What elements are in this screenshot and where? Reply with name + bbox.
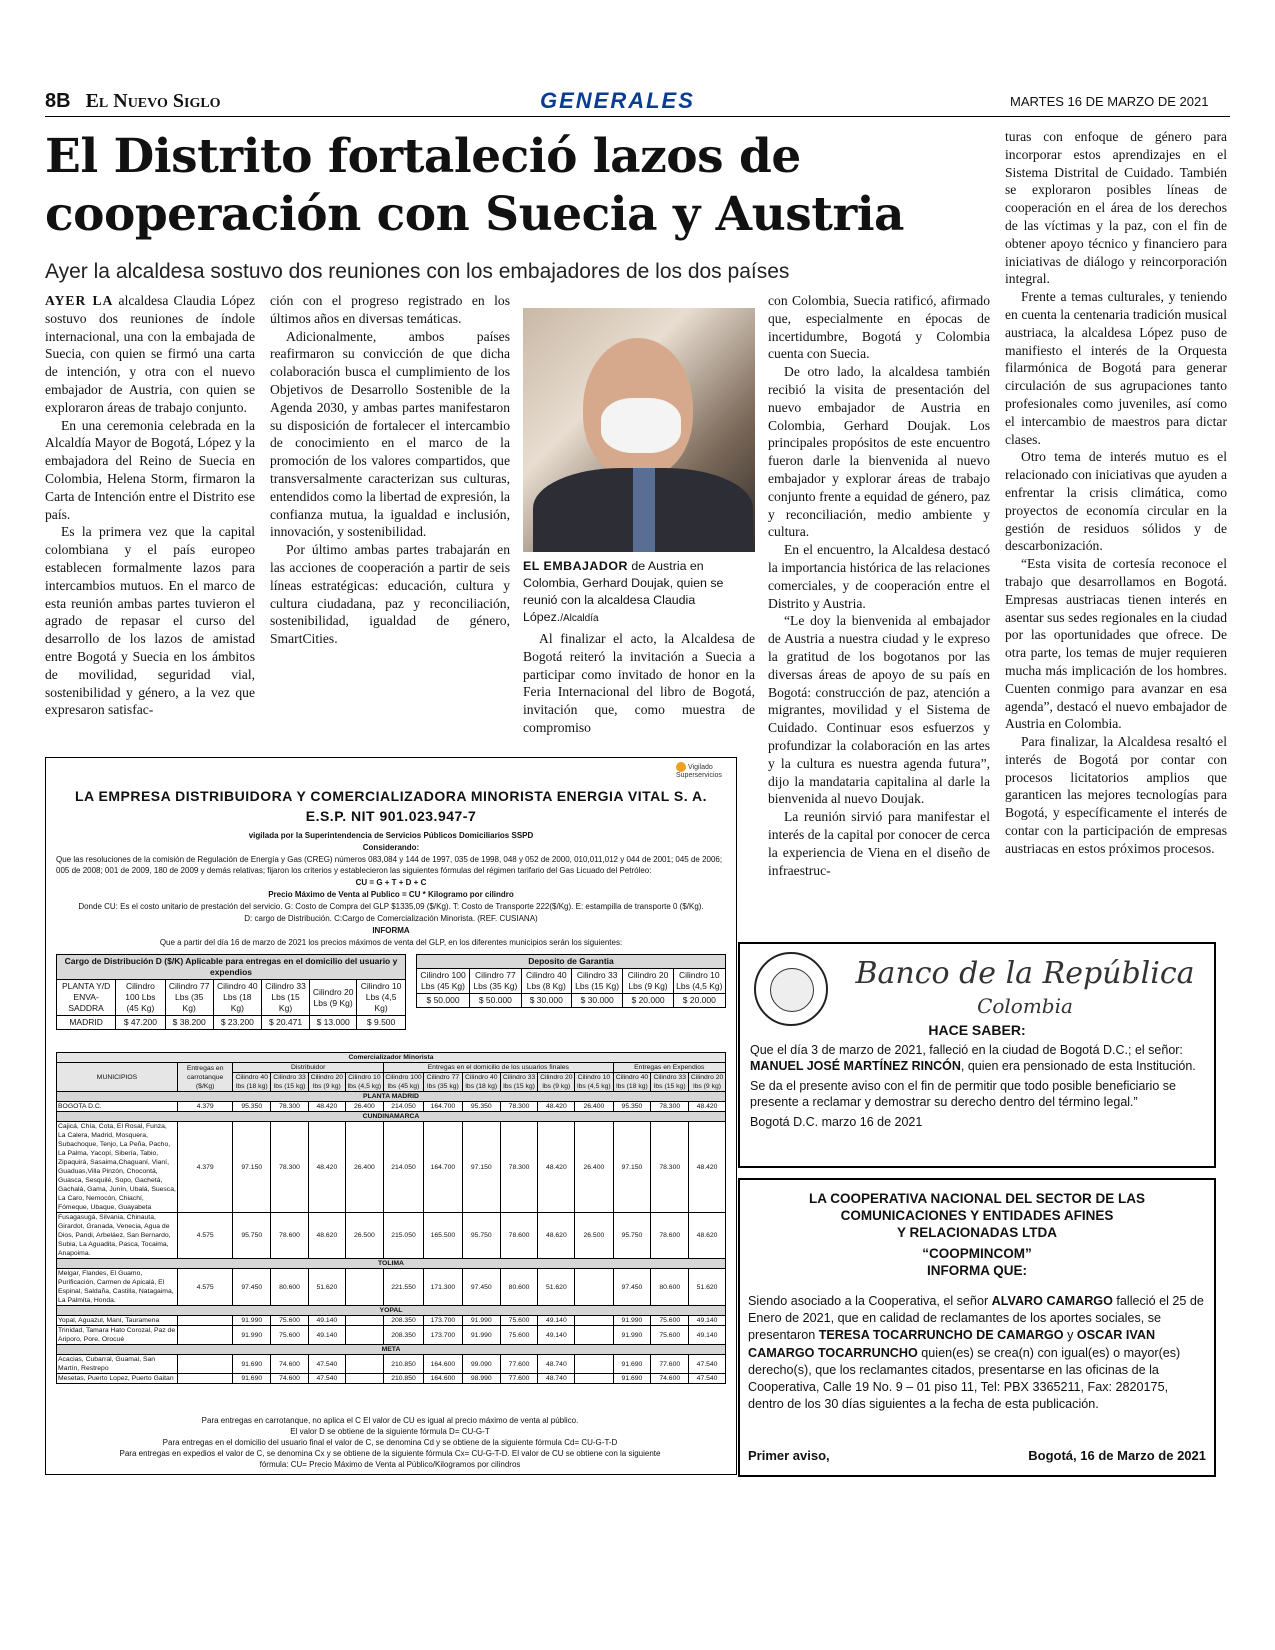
table-cell: 208.350 (384, 1316, 424, 1326)
table-cell: 48.620 (538, 1213, 575, 1259)
municipality-cell: Yopal, Aguazul, Maní, Tauramena (57, 1316, 178, 1326)
table-cell: 95.350 (233, 1102, 271, 1112)
price-table: Comercializador Minorista MUNICIPIOS Entregas en carrotanque ($/Kg) Distribuidor Entregas en el domicilio de los usuarios finales Entregas en Expendios Cilindro 40 lbs (18 kg) Cilindro 33 lbs (15 kg) Cilindro 20 lbs (9 kg) Cilindro 10 lbs (4,5 kg) Cilindro 100 lbs (45 kg) Cilindro 77 lbs (35 kg) Cilindro 40 lbs (18 kg) Cilindro 33 lbs (15 kg) Cilindro 20 lbs (9 kg) Cilindro 10 lbs (4,5 kg) Cilindro 40 lbs (18 kg) Cilindro 33 lbs (15 kg) Cilindro 20 lbs (9 kg) PLANTA MADRID BOGOTA D.C. 4.379 95.350 78.300 48.420 26.400 214.050 164.700 95.350 78.300 48.420 26.400 95.350 78.300 48.420 CUNDINAMARCA Cajicá, Chía, Cota, El Rosal, Funza, La Calera, Madrid, Mosquera, Subachoque, Tenjo, La Peña, Pacho, La Palma, Yacopí, Sibería, Tabio, Zipaquirá, Sasaima,Chaguaní, Vianí, Guaduas,Villa Pinzón, Chocontá, Guasca, Sesquilé, Sopo, Gachetá, Gachalá, Gama, Junín, Ubalá, Suesca, La Caro, Nemocón, Chiachí, Fómeque, Ubaque, Guayabeta 4.379 97.150 78.300 48.420 26.400 214.050 164.700 97.150 78.300 48.420 26.400 97.150 78.300 48.420 Fusagasugá, Silvania, Chinauta, Girardot, Granada, Venecia, Agua de Dios, Pandi, Arbeláez, San Bernardo, Subia, La Aguadita, Pasca, Tocaima, Anapoima. 4.575 95.750 78.600 48.620 26.500 215.050 165.500 95.750 78.600 48.620 26.500 95.750 78.600 48.620 TOLIMA Melgar, Flandes, El Guamo, Purificación, Carmen de Apicalá, El Espinal, Saldaña, Castilla, Natagaima, La Palmita, Honda. 4.575 97.450 80.600 51.620 221.550 171.300 97.450 80.600 51.620 97.450 80.600 51.620 YOPAL Yopal, Aguazul, Maní, Tauramena 91.990 75.600 49.140 208.350 173.700 91.990 75.600 49.140 91.990 75.600 49.140 Trinidad, Tamara Hato Corozal, Paz de Ariporo, Pore, Orocué 91.990 75.600 49.140 208.350 173.700 91.990 75.600 49.140 91.990 75.600 49.140 META Acacias, Cubarral, Guamal, San Martín, Restrepo 91.690 74.600 47.540 210.850 164.600 99.090 77.600 48.740 91.690 77.600 47.540 Mesetas, Puerto Lopez, Puerto Gaitan 91.690 74.600 47.540 210.850 164.600 98.990 77.600 48.740 91.690 74.600 47.540 (56, 1052, 726, 1384)
table-cell: 78.300 (271, 1102, 309, 1112)
table-cell: 74.600 (271, 1374, 309, 1384)
coop-heading: LA COOPERATIVA NACIONAL DEL SECTOR DE LAS COMUNICACIONES Y ENTIDADES AFINES Y RELACIONADAS LTDA “COOPMINCOM” INFORMA QUE: (808, 1191, 1146, 1278)
table-cell: $ 50.000 (470, 994, 522, 1008)
group-name: CUNDINAMARCA (57, 1112, 726, 1122)
article-paragraph: En una ceremonia celebrada en la Alcaldía Mayor de Bogotá, López y la embajadora del Reino de Suecia en Colombia, Helena Storm, firmaron la Carta de Intención entre el Distrito ese país. (45, 417, 255, 522)
article-column-5 (1005, 128, 1227, 858)
article-paragraph: Al finalizar el acto, la Alcaldesa de Bogotá reiteró la invitación a Suecia a participar como invitado de honor en la Feria Internacional del libro de Bogotá, invitación que, como muestra de compromiso (523, 631, 755, 735)
municipality-cell: Trinidad, Tamara Hato Corozal, Paz de Ariporo, Pore, Orocué (57, 1326, 178, 1345)
bank-seal-icon (754, 952, 828, 1026)
table-cell: 48.420 (689, 1102, 726, 1112)
table-cell (575, 1269, 613, 1306)
ambassador-photo (523, 308, 755, 552)
group-name: YOPAL (57, 1306, 726, 1316)
table-cell (575, 1374, 613, 1384)
table-header-cell: Cilindro 20 lbs (9 kg) (308, 1073, 345, 1092)
table-header-cell: Cilindro 40 Lbs (18 Kg) (213, 980, 261, 1016)
table-cell: $ 20.000 (623, 994, 673, 1008)
article-paragraph: Otro tema de interés mutuo es el relacionado con iniciativas que ayuden a enfrentar la crisis climática, como proyectos de economía circular en la gestión de residuos sólidos y de descarbonización. (1005, 449, 1227, 554)
table-cell: 48.420 (538, 1122, 575, 1213)
ad-line: Que a partir del día 16 de marzo de 2021 los precios máximos de venta del GLP, en los diferentes municipios serán los siguientes: (159, 938, 623, 947)
table-cell: 91.990 (613, 1326, 651, 1345)
table-cell (345, 1355, 383, 1374)
energia-vital-ad (45, 757, 737, 1475)
table-cell: 26.500 (575, 1213, 613, 1259)
lead-words: AYER LA (45, 293, 114, 308)
coopmincom-ad (738, 1178, 1216, 1477)
article-paragraph: Para finalizar, la Alcaldesa resaltó el interés de Bogotá por contar con procesos licitatorios amplios que garanticen las mejores tecnologías para Bogotá, y específicamente el interés de contar con la participación de empresas austriacas en estos próximos procesos. (1005, 734, 1227, 856)
table-cell: 99.090 (462, 1355, 500, 1374)
table-cell: 164.700 (423, 1122, 462, 1213)
table-cell: 91.690 (233, 1374, 271, 1384)
table-cell: 49.140 (308, 1326, 345, 1345)
table-cell: $ 20.000 (673, 994, 725, 1008)
table-cell: 95.750 (462, 1213, 500, 1259)
distribution-charge-table: Cargo de Distribución D ($/K) Aplicable para entregas en el domicilio del usuario y expendios PLANTA Y/D ENVA-SADDRA Cilindro 100 Lbs (45 Kg) Cilindro 77 Lbs (35 Kg) Cilindro 40 Lbs (18 Kg) Cilindro 33 Lbs (15 Kg) Cilindro 20 Lbs (9 Kg) Cilindro 10 Lbs (4,5 Kg) MADRID $ 47.200 $ 38.200 $ 23.200 $ 20.471 $ 13.000 $ 9.500 (56, 954, 406, 1030)
ad-line: Que las resoluciones de la comisión de Regulación de Energía y Gas (CREG) números 083,084 y 144 de 1997, 035 de 1998, 048 y 052 de 2000, 010,011,012 y 044 de 2001; 045 de 2006; 005 de 2008; 001 de 2009, 180 de 2009 y demás relativas; fijaron los criterios y establecieron las siguientes fórmulas del régimen tarifario del Gas Licuado del Petróleo: (56, 855, 723, 875)
table-cell: 47.540 (308, 1374, 345, 1384)
table-cell: 75.600 (651, 1326, 689, 1345)
group-name: TOLIMA (57, 1259, 726, 1269)
table-cell: $ 30.000 (571, 994, 623, 1008)
table-group-row (57, 1259, 726, 1269)
table-header-cell: Cilindro 33 Lbs (15 Kg) (571, 969, 623, 994)
table-cell: 48.740 (538, 1355, 575, 1374)
table-cell: $ 47.200 (116, 1016, 165, 1030)
ad-line: INFORMA (372, 926, 410, 935)
table-cell (345, 1374, 383, 1384)
table-header-cell: Cilindro 10 Lbs (4,5 Kg) (673, 969, 725, 994)
table-cell: $ 23.200 (213, 1016, 261, 1030)
table-cell: $ 30.000 (521, 994, 571, 1008)
table-cell: 97.450 (462, 1269, 500, 1306)
table-row (57, 1374, 726, 1384)
table-cell: $ 38.200 (165, 1016, 213, 1030)
municipality-cell: Melgar, Flandes, El Guamo, Purificación, Carmen de Apicalá, El Espinal, Saldaña, Castilla, Natagaima, La Palmita, Honda. (57, 1269, 178, 1306)
table-cell: 78.600 (271, 1213, 309, 1259)
article-paragraph: ción con el progreso registrado en los últimos años en diversas temáticas. (270, 293, 510, 326)
table-cell: 91.990 (462, 1316, 500, 1326)
issue-date: MARTES 16 DE MARZO DE 2021 (1010, 94, 1209, 109)
table-header-cell: Cilindro 33 lbs (15 kg) (500, 1073, 538, 1092)
table-header-cell: Cilindro 40 Lbs (8 Kg) (521, 969, 571, 994)
article-paragraph: turas con enfoque de género para incorporar estos aprendizajes en el Sistema Distrital de Cuidado. También se exploraron posibles líneas de cooperación en el área de los derechos de las víctimas y la paz, con el fin de obtener apoyo técnico y financiero para iniciativas de diálogo y reincorporación integral. (1005, 129, 1227, 287)
table-cell: 49.140 (689, 1316, 726, 1326)
table-row (57, 1213, 726, 1259)
table-header-cell: Cilindro 100 Lbs (45 Kg) (417, 969, 470, 994)
coop-date: Bogotá, 16 de Marzo de 2021 (1028, 1448, 1206, 1463)
table-header-cell: Cilindro 100 lbs (45 kg) (385, 1074, 422, 1090)
table-header-cell: Cilindro 20 lbs (9 kg) (689, 1073, 726, 1092)
article-column-3 (523, 630, 755, 737)
group-name: META (57, 1345, 726, 1355)
banco-republica-ad (738, 942, 1216, 1168)
table-cell: 164.600 (423, 1374, 462, 1384)
bank-country: Colombia (977, 994, 1073, 1018)
article-paragraph: Adicionalmente, ambos países reafirmaron su convicción de que dicha colaboración busca el cumplimiento de los Objetivos de Desarrollo Sostenible de la Agenda 2030, y ambas partes manifestaron su disposición de fortalecer el intercambio de conocimiento en el marco de la promoción de los valores compartidos, que transversalmente caracterizan sus culturas, entendidos como la libertad de expresión, la confianza mutua, la igualdad e inclusión, innovación, y sostenibilidad. (270, 328, 510, 540)
table-row (57, 1326, 726, 1345)
table-cell: 75.600 (651, 1316, 689, 1326)
table-cell: 91.990 (613, 1316, 651, 1326)
table-header-cell: Cilindro 40 lbs (18 kg) (462, 1073, 500, 1092)
table-row (57, 1316, 726, 1326)
table-cell: 173.700 (423, 1326, 462, 1345)
table-cell: 26.400 (345, 1122, 383, 1213)
photo-caption: EL EMBAJADOR de Austria en Colombia, Gerhard Doujak, quien se reunió con la alcaldesa Claudia López./Alcaldía (523, 559, 724, 624)
table-cell: 75.600 (500, 1326, 538, 1345)
table-cell: $ 20.471 (261, 1016, 309, 1030)
table-cell: $ 13.000 (310, 1016, 357, 1030)
table-cell: 171.300 (423, 1269, 462, 1306)
table-cell: 75.600 (500, 1316, 538, 1326)
table-header-cell: Cilindro 20 Lbs (9 Kg) (623, 969, 673, 994)
table-row (57, 1102, 726, 1112)
ad-nit: E.S.P. NIT 901.023.947-7 (305, 808, 477, 824)
ad-title: LA EMPRESA DISTRIBUIDORA Y COMERCIALIZADORA MINORISTA ENERGIA VITAL S. A. (74, 788, 708, 804)
table-group-row (57, 1112, 726, 1122)
table-cell: 80.600 (271, 1269, 309, 1306)
table-header-cell: Cilindro 40 lbs (18 kg) (233, 1073, 271, 1092)
table-header-cell: Cilindro 33 Lbs (15 Kg) (261, 980, 309, 1016)
table-cell: 75.600 (271, 1326, 309, 1345)
table-cell: 26.400 (575, 1102, 613, 1112)
table-cell: 98.990 (462, 1374, 500, 1384)
table-row (57, 1269, 726, 1306)
table-cell: 221.550 (384, 1269, 424, 1306)
table-cell: 95.350 (613, 1102, 651, 1112)
article-title: El Distrito fortaleció lazos de cooperación con Suecia y Austria (45, 129, 905, 242)
table-cell: 214.050 (384, 1122, 424, 1213)
table-cell: 208.350 (384, 1326, 424, 1345)
article-paragraph: Es la primera vez que la capital colombiana y el país europeo establecen formalmente lazos para intercambios mutuos. En el marco de esta reunión ambas partes tuvieron el agrado de repasar el curso del desarrollo de los lazos de amistad entre Bogotá y Suecia en los ámbitos de movilidad, seguridad vial, sostenibilidad y género, a la vez que expresaron satisfac- (45, 524, 255, 718)
table-cell: 91.690 (613, 1374, 651, 1384)
table-cell: 78.300 (651, 1102, 689, 1112)
table-cell: 47.540 (689, 1374, 726, 1384)
table-cell (178, 1355, 233, 1374)
table-row (57, 1355, 726, 1374)
table-cell: 80.600 (500, 1269, 538, 1306)
table-header-cell: Cilindro 77 lbs (35 kg) (423, 1073, 462, 1092)
table-cell (345, 1326, 383, 1345)
table-cell (575, 1316, 613, 1326)
coop-first-notice: Primer aviso, (748, 1448, 830, 1463)
article-column-4 (768, 292, 990, 879)
ad-line: Considerando: (362, 843, 420, 852)
table-cell (345, 1269, 383, 1306)
table-cell: 78.300 (271, 1122, 309, 1213)
table-header-cell: Cilindro 40 lbs (18 kg) (613, 1073, 651, 1092)
ad-line: vigilada por la Superintendencia de Servicios Públicos Domiciliarios SSPD (248, 831, 534, 840)
table-cell: $ 9.500 (357, 1016, 406, 1030)
table-cell: 97.150 (233, 1122, 271, 1213)
table-cell: 77.600 (651, 1355, 689, 1374)
table-cell: 97.450 (613, 1269, 651, 1306)
article-paragraph: “Le doy la bienvenida al embajador de Austria a nuestra ciudad y le expreso la gratitud de los bogotanos por las diversas áreas de apoyo de su país en Bogotá: construcción de paz, atención a migrantes, movilidad y el Sistema de Cuidado. Continuar esos esfuerzos y profundizar la colaboración en las artes y la cultura es nuestra agenda futura”, dijo la mandataria capitalina al darle la bienvenida al nuevo Doujak. (768, 613, 990, 807)
table-header-cell: Cilindro 20 Lbs (9 Kg) (310, 980, 357, 1016)
table-cell: 4.575 (178, 1213, 233, 1259)
article-paragraph: Frente a temas culturales, y teniendo en cuenta la centenaria tradición musical austriaca, la alcaldesa López puso de manifiesto el interés de la Orquesta filarmónica de Bogotá para generar circulación de sus agrupaciones tanto profesionales como juveniles, así como el intercambio de maestros para dictar clases. (1005, 289, 1227, 447)
table-cell: 78.300 (500, 1122, 538, 1213)
table-cell: 49.140 (689, 1326, 726, 1345)
table-cell: 48.620 (308, 1213, 345, 1259)
article-paragraph: Por último ambas partes trabajarán en las acciones de cooperación a partir de seis líneas estratégicas: educación, cultura y cultura ciudadana, paz y reconciliación, sostenibilidad, igualdad de género, SmartCities. (270, 542, 510, 647)
table-cell: 215.050 (384, 1213, 424, 1259)
table-cell: 26.500 (345, 1213, 383, 1259)
table-cell: 49.140 (538, 1326, 575, 1345)
table-cell: 47.540 (308, 1355, 345, 1374)
table-cell: 78.300 (651, 1122, 689, 1213)
notice-heading: HACE SABER: (928, 1022, 1026, 1038)
article-paragraph: AYER LA alcaldesa Claudia López sostuvo dos reuniones de índole internacional, una con la embajada de Suecia, con quien se firmó una carta de intención, y otra con el nuevo embajador de Austria, con quien se exploraron áreas de trabajo conjunto. (45, 293, 255, 415)
article-subtitle: Ayer la alcaldesa sostuvo dos reuniones con los embajadores de los dos países (45, 260, 790, 283)
table-cell (345, 1316, 383, 1326)
table-cell: 4.379 (178, 1122, 233, 1213)
table-cell: 48.420 (689, 1122, 726, 1213)
table-cell (178, 1326, 233, 1345)
table-cell (575, 1326, 613, 1345)
article-paragraph: De otro lado, la alcaldesa también recibió la visita de presentación del nuevo embajador de Austria en Colombia, Gerhard Doujak. Los principales propósitos de este encuentro fueron darle la bienvenida al nuevo embajador y explorar áreas de trabajo conjunto frente a equidad de género, paz y reconciliación, medio ambiente y cultura. (768, 364, 990, 540)
table-cell: 48.620 (689, 1213, 726, 1259)
municipality-cell: Mesetas, Puerto Lopez, Puerto Gaitan (57, 1374, 178, 1384)
table-cell: 49.140 (538, 1316, 575, 1326)
article-column-2 (270, 292, 510, 648)
table-cell: 91.690 (613, 1355, 651, 1374)
notice-body: Que el día 3 de marzo de 2021, falleció en la ciudad de Bogotá D.C.; el señor: MANUEL JOSÉ MARTÍNEZ RINCÓN, quien era pensionado de esta Institución. Se da el presente aviso con el fin de permitir que todo posible beneficiario se presente a reclamar y demostrar su derecho dentro del término legal.” Bogotá D.C. marzo 16 de 2021 (750, 1043, 1196, 1129)
table-cell: 74.600 (651, 1374, 689, 1384)
table-cell: 97.150 (462, 1122, 500, 1213)
table-cell: 48.420 (538, 1102, 575, 1112)
table-cell (178, 1316, 233, 1326)
article-column-1 (45, 292, 255, 719)
table-cell: $ 50.000 (417, 994, 470, 1008)
table-cell: 77.600 (500, 1355, 538, 1374)
header-rule (45, 116, 1230, 117)
table-cell: 164.700 (423, 1102, 462, 1112)
article-paragraph: En el encuentro, la Alcaldesa destacó la importancia histórica de las relaciones comerciales, y de cooperación entre el Distrito y Austria. (768, 542, 990, 611)
table-cell: 97.450 (233, 1269, 271, 1306)
table-group-row (57, 1092, 726, 1102)
table-cell: 75.600 (271, 1316, 309, 1326)
article-paragraph: con Colombia, Suecia ratificó, afirmado que, especialmente en épocas de incertidumbre, Bogotá y Colombia cuenta con Suecia. (768, 293, 990, 362)
table-header-cell: Cilindro 10 lbs (4,5 kg) (575, 1073, 613, 1092)
table-cell (575, 1355, 613, 1374)
table-cell: 48.420 (308, 1102, 345, 1112)
table-header-cell: PLANTA Y/D ENVA-SADDRA (57, 980, 116, 1016)
table-cell: 210.850 (384, 1374, 424, 1384)
coop-body: Siendo asociado a la Cooperativa, el señor ALVARO CAMARGO falleció el 25 de Enero de 2021, que en calidad de reclamantes de los aportes sociales, se presentaron TERESA TOCARRUNCHO DE CAMARGO y OSCAR IVAN CAMARGO TOCARRUNCHO quien(es) se crea(n) con igual(es) o mayor(es) derecho(s), que los reclamantes citados, presentarse en las oficinas de la Cooperativa, Calle 19 No. 9 – 01 piso 11, Tel: PBX 3365211, Fax: 2820175, dentro de los 30 días siguientes a la fecha de esta publicación. (748, 1294, 1204, 1412)
table-cell: 164.600 (423, 1355, 462, 1374)
table-cell: 47.540 (689, 1355, 726, 1374)
superservicios-icon (676, 762, 686, 772)
bank-name: Banco de la República (855, 956, 1195, 991)
municipality-cell: Fusagasugá, Silvania, Chinauta, Girardot, Granada, Venecia, Agua de Dios, Pandi, Arbeláez, San Bernardo, Subia, La Aguadita, Pasca, Tocaima, Anapoima. (57, 1213, 178, 1259)
table-group-row (57, 1306, 726, 1316)
table-cell: 74.600 (271, 1355, 309, 1374)
article-paragraph: La reunión sirvió para manifestar el interés de la capital por conocer de cerca la experiencia de Viena en el diseño de infraestruc- (768, 809, 990, 878)
table-cell: 210.850 (384, 1355, 424, 1374)
table-cell: 95.750 (613, 1213, 651, 1259)
municipality-cell: BOGOTA D.C. (57, 1102, 178, 1112)
table-cell: 78.600 (651, 1213, 689, 1259)
table-cell: MADRID (57, 1016, 116, 1030)
table-cell: 78.600 (500, 1213, 538, 1259)
table-cell: 26.400 (575, 1122, 613, 1213)
table-cell: 95.350 (462, 1102, 500, 1112)
table-header-cell: Cilindro 33 lbs (15 kg) (271, 1073, 309, 1092)
ad-line: Precio Máximo de Venta al Publico = CU * Kilogramo por cilindro (268, 890, 514, 899)
municipality-cell: Acacias, Cubarral, Guamal, San Martín, Restrepo (57, 1355, 178, 1374)
table-cell: 4.379 (178, 1102, 233, 1112)
table-cell: 97.150 (613, 1122, 651, 1213)
table-row (57, 1122, 726, 1213)
table-cell: 51.620 (538, 1269, 575, 1306)
table-cell: 77.600 (500, 1374, 538, 1384)
table-cell: 95.750 (233, 1213, 271, 1259)
table-cell: 91.990 (233, 1326, 271, 1345)
masthead (45, 90, 221, 113)
table-cell: 214.050 (384, 1102, 424, 1112)
table-header-cell: Cilindro 20 lbs (9 kg) (538, 1073, 575, 1092)
table-cell: 173.700 (423, 1316, 462, 1326)
table-cell: 91.990 (462, 1326, 500, 1345)
table-cell: 51.620 (308, 1269, 345, 1306)
page-number: 8B (45, 90, 71, 112)
ad-line: Donde CU: Es el costo unitario de prestación del servicio. G: Costo de Compra del GLP $1335,09 ($/Kg). T: Costo de Transporte 222($/Kg). E: estampilla de transporte 0 ($/Kg). (78, 902, 704, 911)
table-cell: 48.420 (308, 1122, 345, 1213)
ad-footnotes: Para entregas en carrotanque, no aplica el C El valor de CU es igual al precio máximo de venta al público. El valor D se obtiene de la siguiente fórmula D= CU-G-T Para entregas en el domicilio del usuario final el valor de C, se denomina Cd y se obtiene de la siguiente fórmula Cd= CU-G-T-D Para entregas en expedios el valor de C, se denomina Cx y se obtiene de la siguiente fórmula Cx= CU-G-T-D. El valor de CU se obtiene con la siguiente fórmula: CU= Precio Máximo de Venta al Público/Kilogramos por cilindros (119, 1416, 661, 1469)
ad-formula: CU = G + T + D + C (355, 878, 427, 887)
municipality-cell: Cajicá, Chía, Cota, El Rosal, Funza, La Calera, Madrid, Mosquera, Subachoque, Tenjo, La Peña, Pacho, La Palma, Yacopí, Sibería, Tabio, Zipaquirá, Sasaima,Chaguaní, Vianí, Guaduas,Villa Pinzón, Chocontá, Guasca, Sesquilé, Sopo, Gachetá, Gachalá, Gama, Junín, Ubalá, Suesca, La Caro, Nemocón, Chiachí, Fómeque, Ubaque, Guayabeta (58, 1123, 176, 1211)
table-cell: 4.575 (178, 1269, 233, 1306)
table-cell: 51.620 (689, 1269, 726, 1306)
table-header-cell: Cilindro 77 Lbs (35 Kg) (470, 969, 522, 994)
table-header-cell: Cilindro 10 lbs (4,5 kg) (345, 1073, 383, 1092)
table-header-cell: Cilindro 33 lbs (15 kg) (651, 1073, 689, 1092)
table-header-cell: Cilindro 100 Lbs (45 Kg) (116, 980, 165, 1016)
table-cell: 26.400 (345, 1102, 383, 1112)
table-header-cell: Cilindro 10 Lbs (4,5 Kg) (357, 980, 406, 1016)
group-name: PLANTA MADRID (57, 1092, 726, 1102)
table-cell: 91.990 (233, 1316, 271, 1326)
table-cell: 165.500 (423, 1213, 462, 1259)
table-group-row (57, 1345, 726, 1355)
section-name: GENERALES (540, 88, 695, 113)
ad-line: D: cargo de Distribución. C:Cargo de Comercialización Minorista. (REF. CUSIANA) (244, 914, 538, 923)
table-cell: 78.300 (500, 1102, 538, 1112)
table-cell: 91.690 (233, 1355, 271, 1374)
table-cell: 49.140 (308, 1316, 345, 1326)
table-header-cell: Cilindro 77 Lbs (35 Kg) (165, 980, 213, 1016)
table-cell: 80.600 (651, 1269, 689, 1306)
newspaper-name: El Nuevo Siglo (85, 90, 221, 112)
table-cell: 48.740 (538, 1374, 575, 1384)
article-paragraph: “Esta visita de cortesía reconoce el trabajo que desarrollamos en Bogotá. Empresas austriacas tienen interés en asentar sus sedes regionales en la ciudad por las oportunidades que ofrece. De otra parte, los temas de mujer requieren mucha más implicación de los hombres. Cuenten conmigo para avanzar en esa agenda”, destacó el nuevo embajador de Austria en Colombia. (1005, 556, 1227, 732)
vigilado-badge: Vigilado Superservicios (676, 763, 722, 779)
deposit-table: Deposito de Garantia Cilindro 100 Lbs (45 Kg) Cilindro 77 Lbs (35 Kg) Cilindro 40 Lbs (8 Kg) Cilindro 33 Lbs (15 Kg) Cilindro 20 Lbs (9 Kg) Cilindro 10 Lbs (4,5 Kg) $ 50.000 $ 50.000 $ 30.000 $ 30.000 $ 20.000 $ 20.000 (416, 954, 726, 1008)
table-cell (178, 1374, 233, 1384)
